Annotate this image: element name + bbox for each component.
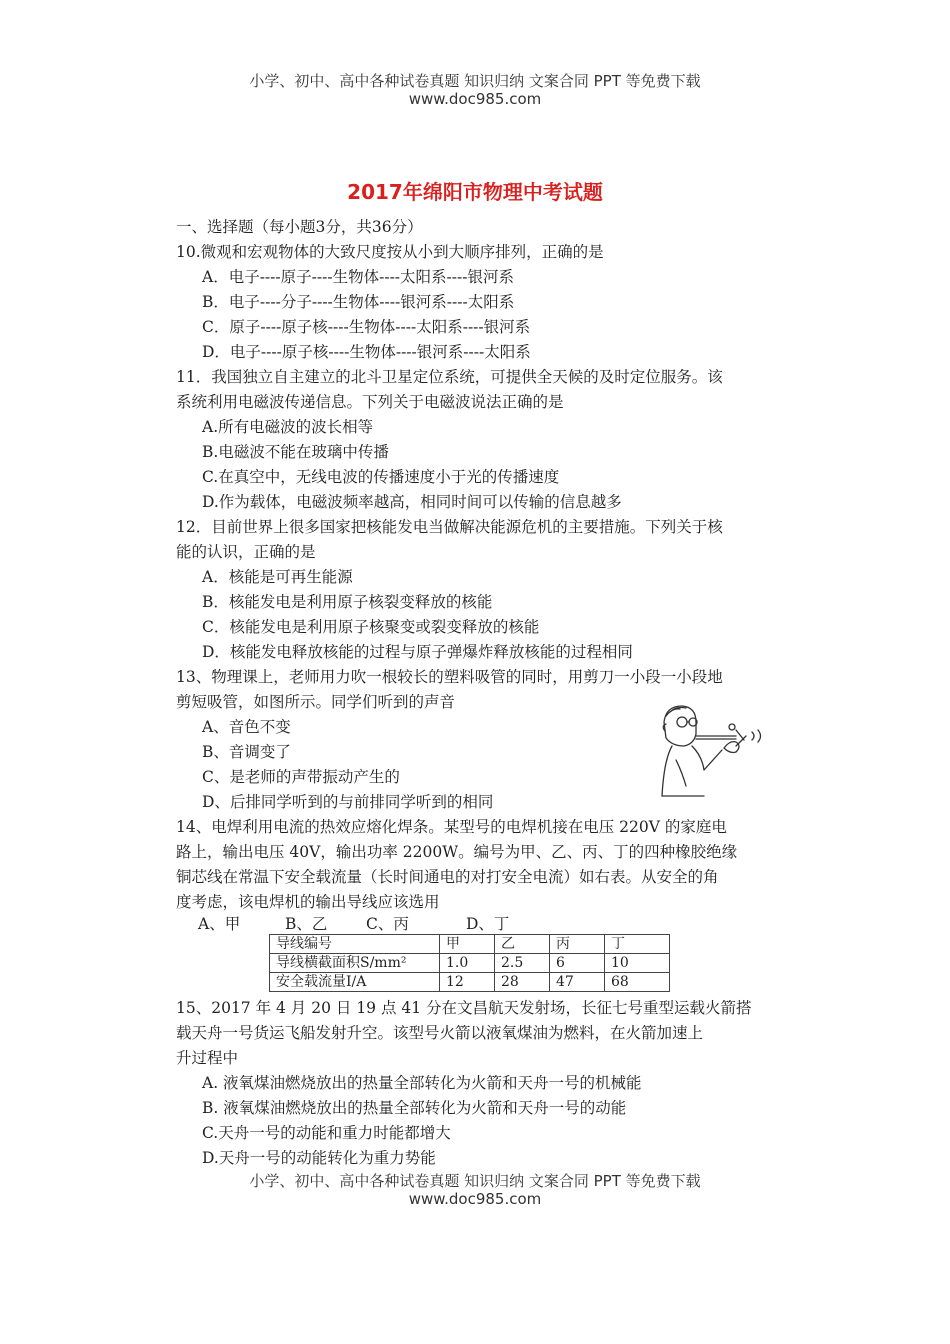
table-cell: 丙 <box>550 935 605 954</box>
q13-stem-1: 13、物理课上，老师用力吹一根较长的塑料吸管的同时，用剪刀一小段一小段地 <box>176 668 723 686</box>
q10-option-d: D．电子----原子核----生物体----银河系----太阳系 <box>202 343 531 361</box>
q12-stem-1: 12．目前世界上很多国家把核能发电当做解决能源危机的主要措施。下列关于核 <box>176 518 723 536</box>
q14-option-d: D、丁 <box>466 915 510 933</box>
q14-option-c: C、丙 <box>366 915 409 933</box>
wire-table <box>269 934 670 992</box>
q14-stem-3: 铜芯线在常温下安全载流量（长时间通电的对打安全电流）如右表。从安全的角 <box>176 868 719 886</box>
table-row <box>270 935 670 954</box>
q14-option-a: A、甲 <box>198 915 241 933</box>
table-cell: 12 <box>440 973 495 992</box>
table-cell: 丁 <box>605 935 670 954</box>
q14-stem-2: 路上，输出电压 40V，输出功率 2200W。编号为甲、乙、丙、丁的四种橡胶绝缘 <box>176 843 738 861</box>
q15-stem-1: 15、2017 年 4 月 20 日 19 点 41 分在文昌航天发射场，长征七号重型运载火箭搭 <box>176 999 752 1017</box>
q15-option-a: A. 液氧煤油燃烧放出的热量全部转化为火箭和天舟一号的机械能 <box>202 1074 642 1092</box>
q11-option-d: D.作为载体，电磁波频率越高，相同时间可以传输的信息越多 <box>202 493 622 511</box>
table-cell: 6 <box>550 954 605 973</box>
header-line-1: 小学、初中、高中各种试卷真题 知识归纳 文案合同 PPT 等免费下载 <box>249 72 701 90</box>
q15-option-c: C.天舟一号的动能和重力时能都增大 <box>202 1124 451 1142</box>
q15-option-d: D.天舟一号的动能转化为重力势能 <box>202 1149 436 1167</box>
q10-option-b: B．电子----分子----生物体----银河系----太阳系 <box>202 293 515 311</box>
table-cell: 乙 <box>495 935 550 954</box>
q13-option-a: A、音色不变 <box>202 718 291 736</box>
table-row <box>270 954 670 973</box>
q14-stem-1: 14、电焊利用电流的热效应熔化焊条。某型号的电焊机接在电压 220V 的家庭电 <box>176 818 727 836</box>
table-row <box>270 973 670 992</box>
q12-option-c: C．核能发电是利用原子核聚变或裂变释放的核能 <box>202 618 540 636</box>
q10-stem: 10.微观和宏观物体的大致尺度按从小到大顺序排列，正确的是 <box>176 243 604 261</box>
q12-option-a: A．核能是可再生能源 <box>202 568 353 586</box>
q11-stem-2: 系统利用电磁波传递信息。下列关于电磁波说法正确的是 <box>176 393 564 411</box>
q14-option-b: B、乙 <box>285 915 328 933</box>
table-cell: 甲 <box>440 935 495 954</box>
q13-option-d: D、后排同学听到的与前排同学听到的相同 <box>202 793 494 811</box>
table-cell: 47 <box>550 973 605 992</box>
section-heading: 一、选择题（每小题3分，共36分） <box>176 218 423 236</box>
q13-stem-2: 剪短吸管，如图所示。同学们听到的声音 <box>176 693 456 711</box>
q15-stem-3: 升过程中 <box>176 1049 239 1067</box>
table-cell: 1.0 <box>440 954 495 973</box>
table-cell: 2.5 <box>495 954 550 973</box>
table-cell: 68 <box>605 973 670 992</box>
teacher-straw-figure <box>652 700 770 800</box>
q11-option-a: A.所有电磁波的波长相等 <box>202 418 374 436</box>
q10-option-a: A．电子----原子----生物体----太阳系----银河系 <box>202 268 514 286</box>
footer-line-1: 小学、初中、高中各种试卷真题 知识归纳 文案合同 PPT 等免费下载 <box>249 1172 701 1190</box>
q11-option-b: B.电磁波不能在玻璃中传播 <box>202 443 389 461</box>
table-cell: 安全载流量I/A <box>270 973 440 992</box>
q11-stem-1: 11．我国独立自主建立的北斗卫星定位系统，可提供全天候的及时定位服务。该 <box>176 368 723 386</box>
q15-stem-2: 载天舟一号货运飞船发射升空。该型号火箭以液氧煤油为燃料，在火箭加速上 <box>176 1024 704 1042</box>
q11-option-c: C.在真空中，无线电波的传播速度小于光的传播速度 <box>202 468 560 486</box>
q10-option-c: C．原子----原子核----生物体----太阳系----银河系 <box>202 318 531 336</box>
q15-option-b: B. 液氧煤油燃烧放出的热量全部转化为火箭和天舟一号的动能 <box>202 1099 627 1117</box>
table-cell: 28 <box>495 973 550 992</box>
table-cell: 10 <box>605 954 670 973</box>
q13-option-b: B、音调变了 <box>202 743 291 761</box>
q14-stem-4: 度考虑，该电焊机的输出导线应该选用 <box>176 893 440 911</box>
q12-option-d: D．核能发电释放核能的过程与原子弹爆炸释放核能的过程相同 <box>202 643 633 661</box>
table-cell: 导线编号 <box>270 935 440 954</box>
header-line-2: www.doc985.com <box>408 90 542 108</box>
q13-option-c: C、是老师的声带振动产生的 <box>202 768 400 786</box>
table-cell: 导线横截面积S/mm² <box>270 954 440 973</box>
q12-stem-2: 能的认识，正确的是 <box>176 543 316 561</box>
page-title: 2017年绵阳市物理中考试题 <box>347 180 603 204</box>
footer-line-2: www.doc985.com <box>408 1190 542 1208</box>
q12-option-b: B．核能发电是利用原子核裂变释放的核能 <box>202 593 493 611</box>
